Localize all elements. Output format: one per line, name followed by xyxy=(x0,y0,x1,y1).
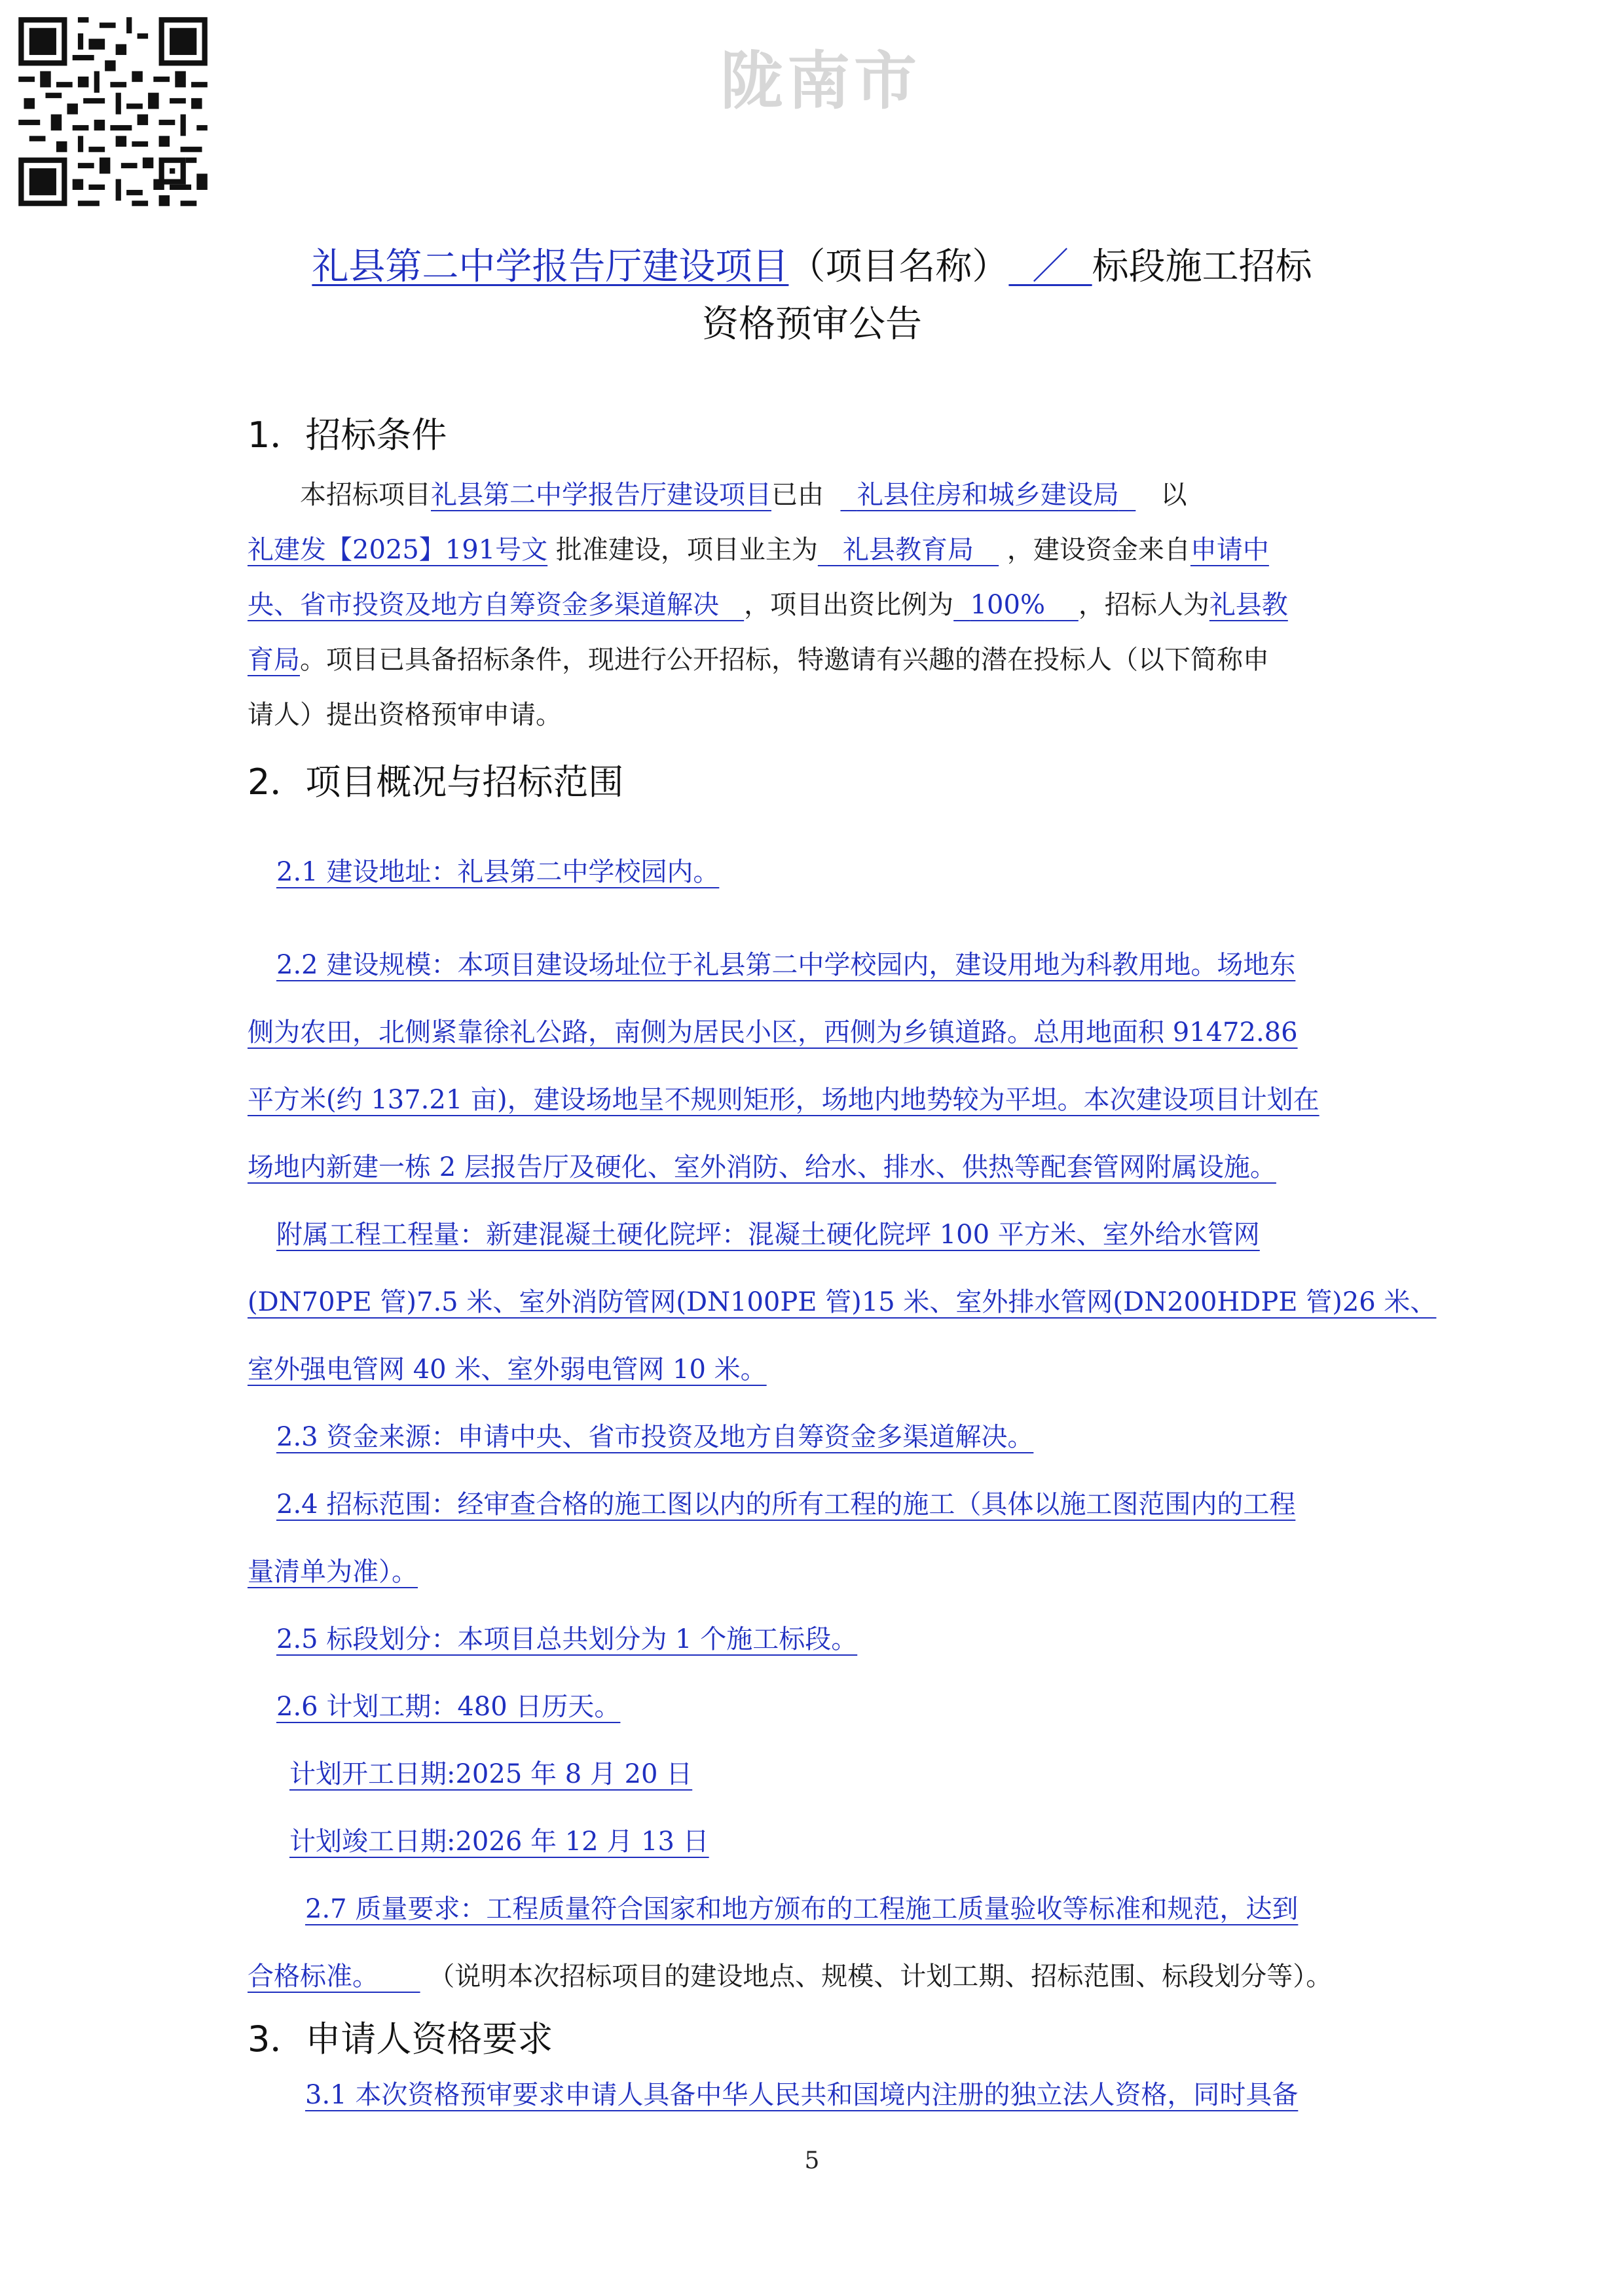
qr-code-icon xyxy=(13,12,213,211)
s2-line-annex-c: 室外强电管网 40 米、室外弱电管网 10 米。 xyxy=(248,1355,767,1385)
project-owner: 礼县教育局 xyxy=(843,535,974,565)
approver: 礼县住房和城乡建设局 xyxy=(857,480,1119,510)
document-title xyxy=(0,241,1624,293)
s2-line-start-date: 计划开工日期:2025 年 8 月 20 日 xyxy=(289,1759,693,1789)
section-1-paragraph: 本招标项目礼县第二中学报告厅建设项目已由 礼县住房和城乡建设局 以 礼建发【2025】191号文 批准建设，项目业主为 礼县教育局 ，建设资金来自申请中 央、省市投资及地方自筹资金多渠道解决 ，项目出资比例为 100% ，招标人为礼县教 育局。项目已具备招标条件，现进行公开招标，特邀请有兴趣的潜在投标人（以下简称申 请人）提出资格预审申请。 xyxy=(248,480,1288,730)
s2-line-annex-b: (DN70PE 管)7.5 米、室外消防管网(DN100PE 管)15 米、室外排水管网(DN200HDPE 管)26 米、 xyxy=(248,1287,1437,1317)
s2-line-2-2c: 平方米(约 137.21 亩)，建设场地呈不规则矩形，场地内地势较为平坦。本次建设项目计划在 xyxy=(248,1085,1320,1115)
s2-line-annex: 附属工程工程量：新建混凝土硬化院坪：混凝土硬化院坪 100 平方米、室外给水管网 xyxy=(276,1220,1260,1250)
s2-line-2-2b: 侧为农田，北侧紧靠徐礼公路，南侧为居民小区，西侧为乡镇道路。总用地面积 91472.86 xyxy=(248,1017,1298,1048)
title-section: ／ xyxy=(1032,246,1069,288)
page-number: 5 xyxy=(804,2147,820,2174)
s2-line-end-date: 计划竣工日期:2026 年 12 月 13 日 xyxy=(289,1827,709,1857)
tenderer-cont: 育局 xyxy=(248,645,300,675)
tenderer: 礼县教 xyxy=(1209,590,1288,620)
s2-line-2-3: 2.3 资金来源：申请中央、省市投资及地方自筹资金多渠道解决。 xyxy=(276,1422,1034,1452)
s2-line-2-2: 2.2 建设规模：本项目建设场址位于礼县第二中学校园内，建设用地为科教用地。场地东 xyxy=(276,950,1296,980)
title-suffix: 标段施工招标 xyxy=(1092,246,1312,288)
watermark: 陇南市 xyxy=(720,45,921,118)
title-name-hint: （项目名称） xyxy=(788,246,1009,288)
section-2-heading: 2．项目概况与招标范围 xyxy=(248,761,624,803)
s2-line-2-7b: 合格标准。 （说明本次招标项目的建设地点、规模、计划工期、招标范围、标段划分等）。 xyxy=(248,1961,1333,1992)
section-1-heading: 1．招标条件 xyxy=(248,414,447,456)
s2-line-2-7: 2.7 质量要求：工程质量符合国家和地方颁布的工程施工质量验收等标准和规范，达到 xyxy=(305,1894,1299,1924)
s2-line-2-4: 2.4 招标范围：经审查合格的施工图以内的所有工程的施工（具体以施工图范围内的工程 xyxy=(276,1489,1296,1520)
fund-source: 申请中 xyxy=(1190,535,1269,565)
s2-line-2-5: 2.5 标段划分：本项目总共划分为 1 个施工标段。 xyxy=(276,1624,858,1654)
approval-doc-number: 礼建发【2025】191号文 xyxy=(248,535,548,565)
project-name: 礼县第二中学报告厅建设项目 xyxy=(431,480,771,510)
title-project-name: 礼县第二中学报告厅建设项目 xyxy=(312,246,789,288)
fund-source-cont: 央、省市投资及地方自筹资金多渠道解决 xyxy=(248,590,719,620)
section-3-heading: 3．申请人资格要求 xyxy=(248,2018,553,2060)
document-subtitle: 资格预审公告 xyxy=(702,303,922,346)
s2-line-2-6: 2.6 计划工期：480 日历天。 xyxy=(276,1692,621,1722)
s2-line-2-4b: 量清单为准）。 xyxy=(248,1557,418,1587)
s3-line-3-1: 3.1 本次资格预审要求申请人具备中华人民共和国境内注册的独立法人资格，同时具备 xyxy=(305,2080,1299,2110)
s2-line-2-2d: 场地内新建一栋 2 层报告厅及硬化、室外消防、给水、排水、供热等配套管网附属设施。 xyxy=(248,1152,1276,1182)
s2-line-2-1: 2.1 建设地址：礼县第二中学校园内。 xyxy=(276,857,720,887)
funding-ratio: 100% xyxy=(970,590,1045,620)
